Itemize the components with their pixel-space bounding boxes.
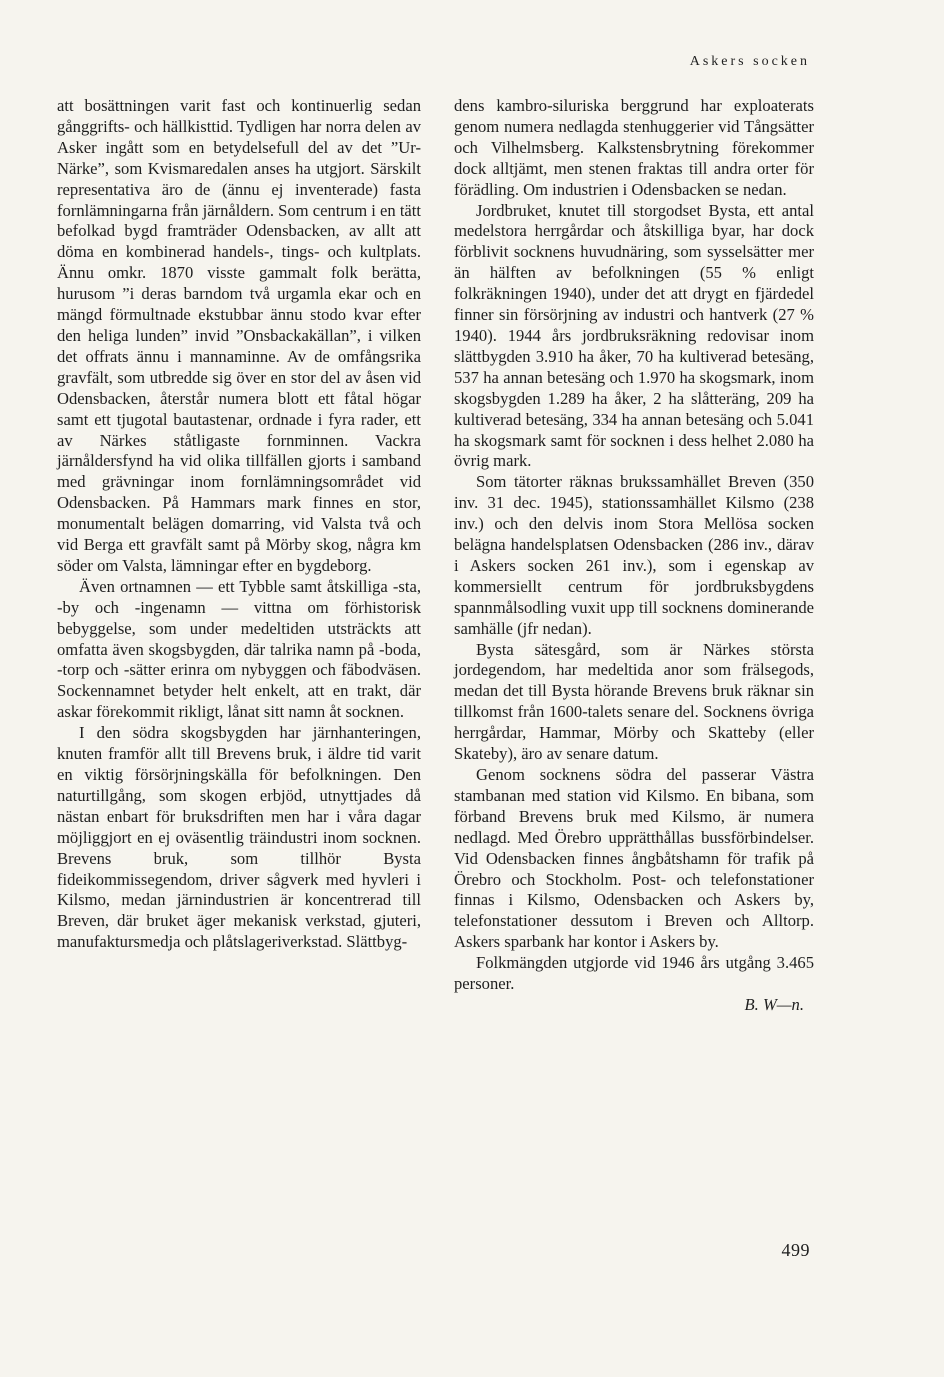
signature-line <box>454 995 814 1016</box>
paragraph: I den södra skogsbygden har järnhanteringen, knuten framför allt till Brevens bruk, i äldre tid varit en viktig försörjningskälla för befolkningen. Den naturtillgång, som skogen erbjöd, utnyttjades då nästan enbart för bruksdriften men har i våra dagar möjliggjort en ej oväsentlig träindustri inom socknen. Brevens bruk, som tillhör Bysta fideikommissegendom, driver sågverk med hyvleri i Kilsmo, medan järnindustrien är koncentrerad till Breven, där bruket äger mekanisk verkstad, gjuteri, manufaktursmedja och plåtslageriverkstad. Slättbyg- <box>57 723 421 952</box>
paragraph: Jordbruket, knutet till storgodset Bysta, ett antal medelstora herrgårdar och åtskilliga byar, har dock förblivit socknens huvudnäring, som sysselsätter mer än hälften av befolkningen (55 % enligt folkräkningen 1940), under det att drygt en fjärdedel finner sin försörjning av industri och hantverk (27 % 1940). 1944 års jordbruksräkning redovisar inom slättbygden 3.910 ha åker, 70 ha kultiverad betesäng, 537 ha annan betesäng och 1.970 ha skogsmark, inom skogsbygden 1.289 ha åker, 2 ha slåtteräng, 209 ha kultiverad betesäng, 334 ha annan betesäng och 5.041 ha skogsmark samt för socknen i dess helhet 2.080 ha övrig mark. <box>454 200 814 471</box>
paragraph: Även ortnamnen — ett Tybble samt åtskilliga -sta, -by och -ingenamn — vittna om förhistorisk bebyggelse, som under medeltiden utsträckts att omfatta även skogsbygden, där talrika namn på -boda, -torp och -sätter erinra om nybyggen och fäbodväsen. Sockennamnet betyder helt enkelt, att en trakt, där askar förekommit rikligt, lånat sitt namn åt socknen. <box>57 576 421 722</box>
paragraph: Genom socknens södra del passerar Västra stambanan med station vid Kilsmo. En bibana, som förband Brevens bruk med Kilsmo, är numera nedlagd. Med Örebro upprätthållas bussförbindelser. Vid Odensbacken finnes ångbåtshamn för trafik på Örebro och Stockholm. Post- och telefonstationer finnas i Kilsmo, Odensbacken och Askers by, telefonstationer dessutom i Breven och Alltorp. Askers sparbank har kontor i Askers by. <box>454 765 814 952</box>
running-header: Askers socken <box>689 54 810 69</box>
right-column <box>454 96 814 1016</box>
closing-paragraph: Folkmängden utgjorde vid 1946 års utgång 3.465 personer. <box>454 953 814 994</box>
left-column <box>57 96 421 953</box>
author-signature: B. W—n. <box>744 994 804 1014</box>
paragraph: dens kambro-siluriska berggrund har exploaterats genom numera nedlagda stenhuggerier vid Tångsätter och Vilhelmsberg. Kalkstensbrytning förekommer dock alltjämt, men stenen fraktas till andra orter för förädling. Om industrien i Odensbacken se nedan. <box>454 96 814 199</box>
paragraph: Som tätorter räknas brukssamhället Breven (350 inv. 31 dec. 1945), stationssamhället Kilsmo (238 inv.) och den delvis inom Stora Mellösa socken belägna handelsplatsen Odensbacken (286 inv., därav i Askers socken 261 inv.), som i egenskap av kommersiellt centrum för jordbruksbygdens spannmålsodling vuxit upp till socknens dominerande samhälle (jfr nedan). <box>454 472 814 638</box>
page-number: 499 <box>781 1240 810 1260</box>
paragraph: Bysta sätesgård, som är Närkes största jordegendom, har medeltida anor som frälsegods, medan det till Bysta hörande Brevens bruk räknar sin tillkomst från 1600-talets senare del. Socknens övriga herrgårdar, Hammar, Mörby och Skatteby (eller Skateby), äro av senare datum. <box>454 639 814 764</box>
paragraph: att bosättningen varit fast och kontinuerlig sedan gånggrifts- och hällkisttid. Tydligen har norra delen av Asker ingått som en betydelsefull del av det ”Ur-Närke”, som Kvismaredalen anses ha utgjort. Särskilt representativa äro de (ännu ej inventerade) fasta fornlämningarna från järnåldern. Som centrum i en tätt befolkad bygd framträder Odensbacken, av allt att döma en kombinerad handels-, tings- och kultplats. Ännu omkr. 1870 visste gammalt folk berätta, hurusom ”i deras barndom två urgamla ekar och en mängd förmultnade ekstubbar ännu stodo kvar efter den heliga lunden” invid ”Onsbackakällan”, i vilken det offrats ännu i mannaminne. Av de omfångsrika gravfält, som utbredde sig över en stor del av åsen vid Odensbacken, återstår numera blott ett fåtal högar samt ett tjugotal bautastenar, ordnade i fyra rader, ett av Närkes ståtligaste fornminnen. Vackra järnåldersfynd ha vid olika tillfällen gjorts i samband med grävningar inom fornlämningsområdet vid Odensbacken. På Hammars mark finnes en stor, monumentalt belägen domarring, vid Valsta två och vid Berga ett gravfält samt på Mörby skog, några km söder om Valsta, lämningar efter en bygdeborg. <box>57 96 422 575</box>
